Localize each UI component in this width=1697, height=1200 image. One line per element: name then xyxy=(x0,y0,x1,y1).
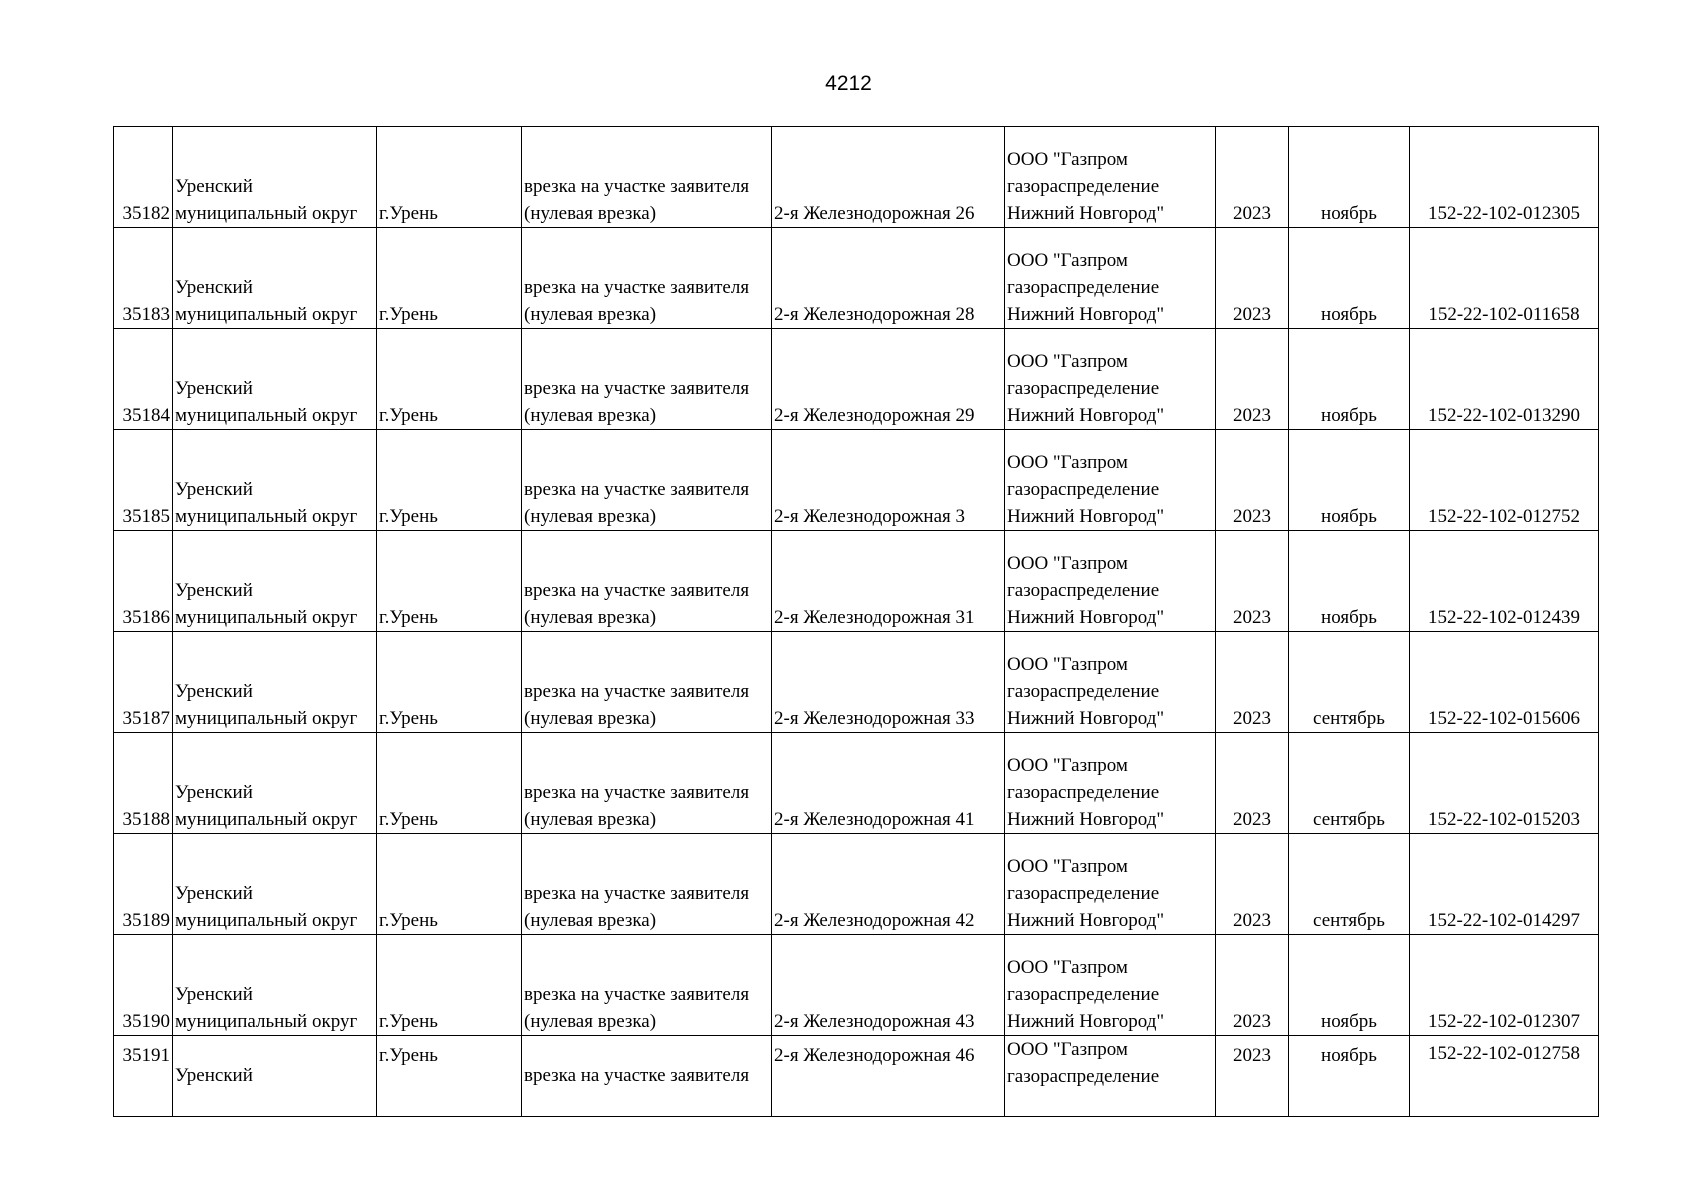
row-number-cell: 35191 xyxy=(114,1036,173,1117)
district-cell-line: муниципальный округ xyxy=(175,405,358,426)
connection-type-cell xyxy=(522,531,772,632)
district-cell xyxy=(173,228,377,329)
row-number-cell: 35186 xyxy=(114,531,173,632)
row-number-cell: 35188 xyxy=(114,733,173,834)
organization-cell-line: газораспределение xyxy=(1007,277,1160,298)
locality-cell: г.Урень xyxy=(377,127,522,228)
organization-cell-line: ООО "Газпром xyxy=(1007,553,1128,574)
locality-cell: г.Урень xyxy=(377,733,522,834)
month-cell: сентябрь xyxy=(1289,834,1410,935)
connection-type-cell xyxy=(522,329,772,430)
district-cell-line: муниципальный округ xyxy=(175,1011,358,1032)
locality-cell: г.Урень xyxy=(377,834,522,935)
organization-cell-line: ООО "Газпром xyxy=(1007,149,1128,170)
connection-type-cell-line: (нулевая врезка) xyxy=(524,607,657,628)
district-cell-line: муниципальный округ xyxy=(175,708,358,729)
month-cell: ноябрь xyxy=(1289,329,1410,430)
table-row xyxy=(114,228,1599,329)
connection-type-cell-line: (нулевая врезка) xyxy=(524,809,657,830)
table-row xyxy=(114,632,1599,733)
address-cell: 2-я Железнодорожная 29 xyxy=(772,329,1005,430)
organization-cell xyxy=(1005,127,1216,228)
organization-cell-line: ООО "Газпром xyxy=(1007,452,1128,473)
connection-type-cell xyxy=(522,1036,772,1117)
connection-type-cell-line: врезка на участке заявителя xyxy=(524,176,750,197)
table-row xyxy=(114,1036,1599,1117)
code-cell: 152-22-102-015606 xyxy=(1410,632,1599,733)
connection-type-cell xyxy=(522,430,772,531)
organization-cell-line: Нижний Новгород" xyxy=(1007,1011,1165,1032)
organization-cell xyxy=(1005,228,1216,329)
connection-type-cell-line: врезка на участке заявителя xyxy=(524,479,750,500)
address-cell: 2-я Железнодорожная 28 xyxy=(772,228,1005,329)
connection-type-cell-line: врезка на участке заявителя xyxy=(524,1065,750,1086)
organization-cell xyxy=(1005,430,1216,531)
locality-cell: г.Урень xyxy=(377,531,522,632)
code-cell: 152-22-102-012307 xyxy=(1410,935,1599,1036)
organization-cell-line: Нижний Новгород" xyxy=(1007,506,1165,527)
district-cell xyxy=(173,430,377,531)
connection-type-cell-line: (нулевая врезка) xyxy=(524,405,657,426)
table-row xyxy=(114,733,1599,834)
connection-type-cell-line: врезка на участке заявителя xyxy=(524,984,750,1005)
year-cell: 2023 xyxy=(1216,329,1289,430)
row-number-cell: 35189 xyxy=(114,834,173,935)
organization-cell xyxy=(1005,632,1216,733)
row-number-cell: 35184 xyxy=(114,329,173,430)
organization-cell-line: газораспределение xyxy=(1007,378,1160,399)
organization-cell xyxy=(1005,733,1216,834)
row-number-cell: 35185 xyxy=(114,430,173,531)
connection-type-cell-line: (нулевая врезка) xyxy=(524,203,657,224)
connection-type-cell-line: (нулевая врезка) xyxy=(524,304,657,325)
organization-cell-line: Нижний Новгород" xyxy=(1007,809,1165,830)
registry-table xyxy=(113,126,1599,1117)
district-cell xyxy=(173,632,377,733)
organization-cell xyxy=(1005,329,1216,430)
table-row xyxy=(114,935,1599,1036)
connection-type-cell-line: врезка на участке заявителя xyxy=(524,883,750,904)
month-cell: ноябрь xyxy=(1289,1036,1410,1117)
organization-cell-line: Нижний Новгород" xyxy=(1007,304,1165,325)
organization-cell xyxy=(1005,1036,1216,1117)
district-cell-line: Уренский xyxy=(175,681,253,702)
organization-cell-line: газораспределение xyxy=(1007,984,1160,1005)
month-cell: ноябрь xyxy=(1289,127,1410,228)
district-cell-line: Уренский xyxy=(175,176,253,197)
code-cell: 152-22-102-012305 xyxy=(1410,127,1599,228)
page-number: 4212 xyxy=(825,72,872,95)
organization-cell xyxy=(1005,531,1216,632)
address-cell: 2-я Железнодорожная 3 xyxy=(772,430,1005,531)
organization-cell-line: ООО "Газпром xyxy=(1007,755,1128,776)
organization-cell-line: Нижний Новгород" xyxy=(1007,607,1165,628)
organization-cell-line: газораспределение xyxy=(1007,681,1160,702)
locality-cell: г.Урень xyxy=(377,430,522,531)
code-cell: 152-22-102-014297 xyxy=(1410,834,1599,935)
organization-cell-line: ООО "Газпром xyxy=(1007,654,1128,675)
organization-cell-line: ООО "Газпром xyxy=(1007,856,1128,877)
locality-cell: г.Урень xyxy=(377,1036,522,1117)
district-cell xyxy=(173,834,377,935)
table-row xyxy=(114,834,1599,935)
address-cell: 2-я Железнодорожная 41 xyxy=(772,733,1005,834)
locality-cell: г.Урень xyxy=(377,329,522,430)
code-cell: 152-22-102-013290 xyxy=(1410,329,1599,430)
district-cell-line: Уренский xyxy=(175,479,253,500)
district-cell-line: Уренский xyxy=(175,984,253,1005)
district-cell xyxy=(173,935,377,1036)
organization-cell-line: газораспределение xyxy=(1007,176,1160,197)
month-cell: сентябрь xyxy=(1289,733,1410,834)
district-cell-line: муниципальный округ xyxy=(175,607,358,628)
code-cell: 152-22-102-012758 xyxy=(1410,1036,1599,1117)
row-number-cell: 35187 xyxy=(114,632,173,733)
address-cell: 2-я Железнодорожная 31 xyxy=(772,531,1005,632)
month-cell: ноябрь xyxy=(1289,935,1410,1036)
connection-type-cell-line: врезка на участке заявителя xyxy=(524,580,750,601)
table-row xyxy=(114,531,1599,632)
connection-type-cell xyxy=(522,127,772,228)
organization-cell-line: ООО "Газпром xyxy=(1007,250,1128,271)
row-number-cell: 35190 xyxy=(114,935,173,1036)
organization-cell-line: ООО "Газпром xyxy=(1007,1039,1128,1060)
district-cell-line: муниципальный округ xyxy=(175,809,358,830)
year-cell: 2023 xyxy=(1216,733,1289,834)
district-cell xyxy=(173,329,377,430)
organization-cell-line: газораспределение xyxy=(1007,1066,1160,1087)
year-cell: 2023 xyxy=(1216,632,1289,733)
organization-cell-line: Нижний Новгород" xyxy=(1007,405,1165,426)
district-cell-line: муниципальный округ xyxy=(175,910,358,931)
organization-cell-line: газораспределение xyxy=(1007,782,1160,803)
table-body xyxy=(114,127,1599,1117)
connection-type-cell-line: врезка на участке заявителя xyxy=(524,378,750,399)
connection-type-cell-line: врезка на участке заявителя xyxy=(524,782,750,803)
district-cell xyxy=(173,733,377,834)
connection-type-cell-line: врезка на участке заявителя xyxy=(524,681,750,702)
month-cell: ноябрь xyxy=(1289,430,1410,531)
connection-type-cell-line: врезка на участке заявителя xyxy=(524,277,750,298)
connection-type-cell-line: (нулевая врезка) xyxy=(524,910,657,931)
table-row xyxy=(114,329,1599,430)
month-cell: сентябрь xyxy=(1289,632,1410,733)
organization-cell-line: ООО "Газпром xyxy=(1007,351,1128,372)
connection-type-cell-line: (нулевая врезка) xyxy=(524,506,657,527)
district-cell-line: муниципальный округ xyxy=(175,304,358,325)
district-cell-line: Уренский xyxy=(175,782,253,803)
address-cell: 2-я Железнодорожная 43 xyxy=(772,935,1005,1036)
organization-cell xyxy=(1005,935,1216,1036)
district-cell-line: муниципальный округ xyxy=(175,203,358,224)
row-number-cell: 35183 xyxy=(114,228,173,329)
district-cell xyxy=(173,1036,377,1117)
table-row xyxy=(114,430,1599,531)
district-cell-line: Уренский xyxy=(175,883,253,904)
district-cell xyxy=(173,531,377,632)
year-cell: 2023 xyxy=(1216,531,1289,632)
address-cell: 2-я Железнодорожная 46 xyxy=(772,1036,1005,1117)
connection-type-cell-line: (нулевая врезка) xyxy=(524,1011,657,1032)
locality-cell: г.Урень xyxy=(377,228,522,329)
locality-cell: г.Урень xyxy=(377,632,522,733)
organization-cell xyxy=(1005,834,1216,935)
year-cell: 2023 xyxy=(1216,127,1289,228)
connection-type-cell xyxy=(522,228,772,329)
code-cell: 152-22-102-012439 xyxy=(1410,531,1599,632)
organization-cell-line: газораспределение xyxy=(1007,883,1160,904)
row-number-cell: 35182 xyxy=(114,127,173,228)
connection-type-cell-line: (нулевая врезка) xyxy=(524,708,657,729)
connection-type-cell xyxy=(522,935,772,1036)
month-cell: ноябрь xyxy=(1289,228,1410,329)
code-cell: 152-22-102-011658 xyxy=(1410,228,1599,329)
organization-cell-line: газораспределение xyxy=(1007,580,1160,601)
district-cell xyxy=(173,127,377,228)
address-cell: 2-я Железнодорожная 26 xyxy=(772,127,1005,228)
connection-type-cell xyxy=(522,733,772,834)
address-cell: 2-я Железнодорожная 42 xyxy=(772,834,1005,935)
organization-cell-line: Нижний Новгород" xyxy=(1007,708,1165,729)
organization-cell-line: газораспределение xyxy=(1007,479,1160,500)
year-cell: 2023 xyxy=(1216,228,1289,329)
connection-type-cell xyxy=(522,834,772,935)
organization-cell-line: ООО "Газпром xyxy=(1007,957,1128,978)
table-row xyxy=(114,127,1599,228)
address-cell: 2-я Железнодорожная 33 xyxy=(772,632,1005,733)
code-cell: 152-22-102-012752 xyxy=(1410,430,1599,531)
year-cell: 2023 xyxy=(1216,1036,1289,1117)
district-cell-line: Уренский xyxy=(175,580,253,601)
year-cell: 2023 xyxy=(1216,935,1289,1036)
year-cell: 2023 xyxy=(1216,834,1289,935)
district-cell-line: Уренский xyxy=(175,277,253,298)
code-cell: 152-22-102-015203 xyxy=(1410,733,1599,834)
district-cell-line: муниципальный округ xyxy=(175,506,358,527)
district-cell-line: Уренский xyxy=(175,1065,253,1086)
organization-cell-line: Нижний Новгород" xyxy=(1007,910,1165,931)
connection-type-cell xyxy=(522,632,772,733)
organization-cell-line: Нижний Новгород" xyxy=(1007,203,1165,224)
locality-cell: г.Урень xyxy=(377,935,522,1036)
month-cell: ноябрь xyxy=(1289,531,1410,632)
year-cell: 2023 xyxy=(1216,430,1289,531)
district-cell-line: Уренский xyxy=(175,378,253,399)
